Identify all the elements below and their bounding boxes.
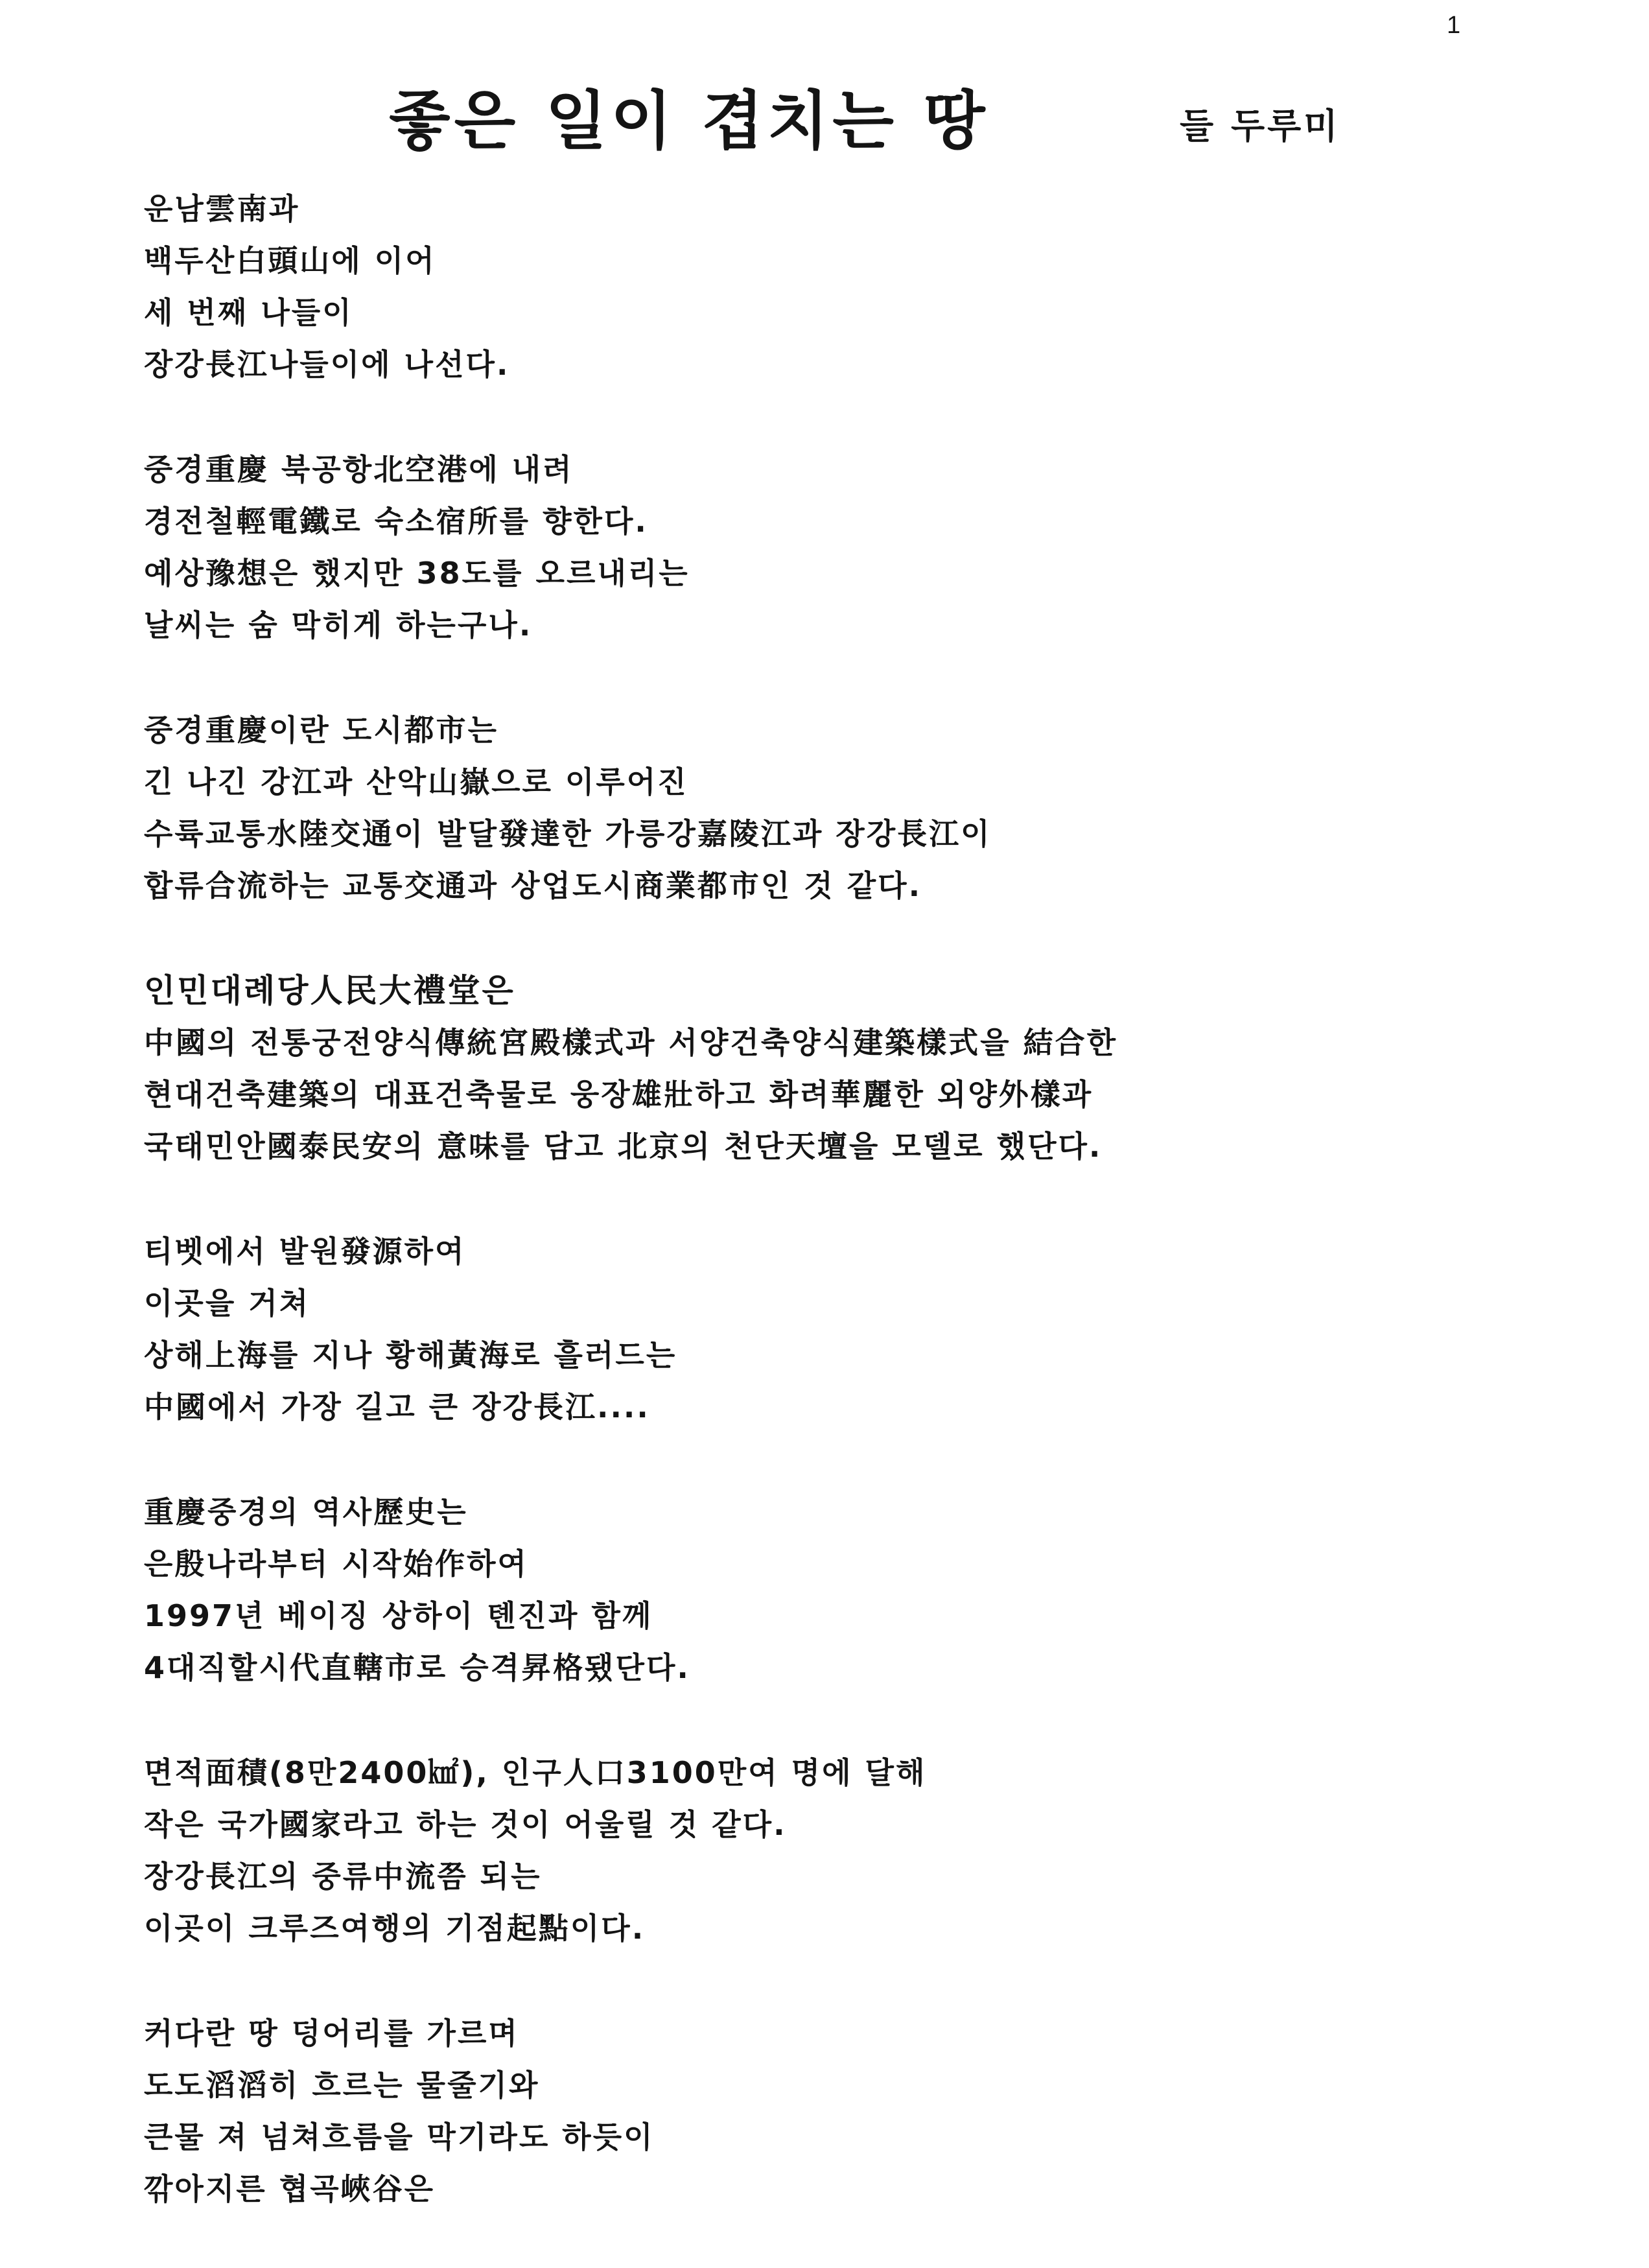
poem-line: 티벳에서 발원發源하여 — [144, 1234, 466, 1269]
poem-line: 4대직할시代直轄市로 승격昇格됐단다. — [144, 1650, 690, 1685]
stanza-4 — [144, 965, 1609, 1172]
page-number: 1 — [1447, 12, 1461, 39]
poem-line: 장강長江의 중류中流쯤 되는 — [144, 1859, 542, 1894]
poem-line: 중경重慶 북공항北空港에 내려 — [144, 452, 574, 487]
poem-line: 커다란 땅 덩어리를 가르며 — [144, 2016, 519, 2051]
poem-line: 국태민안國泰民安의 意味를 담고 北京의 천단天壇을 모델로 했단다. — [144, 1129, 1103, 1164]
poem-line: 날씨는 숨 막히게 하는구나. — [144, 608, 533, 643]
poem-line: 은殷나라부터 시작始作하여 — [144, 1546, 528, 1581]
poem-line: 현대건축建築의 대표건축물로 웅장雄壯하고 화려華麗한 외양外樣과 — [144, 1077, 1093, 1112]
stanza-8 — [144, 2007, 1609, 2215]
poem-line: 운남雲南과 — [144, 191, 300, 226]
stanza-1 — [144, 183, 1609, 390]
poem-line: 中國의 전통궁전양식傳統宮殿樣式과 서양건축양식建築樣式을 結合한 — [144, 1025, 1118, 1060]
poem-line: 백두산白頭山에 이어 — [144, 243, 436, 278]
poem-line: 인민대례당人民大禮堂은 — [144, 972, 515, 1010]
stanza-5 — [144, 1225, 1609, 1433]
poem-line: 상해上海를 지나 황해黃海로 흘러드는 — [144, 1338, 677, 1373]
poem-author: 들 두루미 — [1180, 106, 1340, 147]
stanza-3 — [144, 704, 1609, 912]
stanza-7 — [144, 1747, 1609, 1954]
poem-line: 이곳이 크루즈여행의 기점起點이다. — [144, 1911, 646, 1946]
poem-line: 수륙교통水陸交通이 발달發達한 가릉강嘉陵江과 장강長江이 — [144, 816, 992, 851]
poem-body — [144, 183, 1609, 2268]
poem-line: 세 번째 나들이 — [144, 295, 353, 330]
poem-line: 예상豫想은 했지만 38도를 오르내리는 — [144, 556, 690, 591]
poem-line: 重慶중경의 역사歷史는 — [144, 1494, 468, 1530]
poem-line: 1997년 베이징 상하이 톈진과 함께 — [144, 1598, 653, 1633]
poem-line: 긴 나긴 강江과 산악山嶽으로 이루어진 — [144, 764, 688, 799]
poem-line: 도도滔滔히 흐르는 물줄기와 — [144, 2068, 540, 2103]
stanza-2 — [144, 443, 1609, 651]
poem-line: 작은 국가國家라고 하는 것이 어울릴 것 같다. — [144, 1807, 787, 1842]
poem-title: 좋은 일이 겹치는 땅 — [389, 84, 989, 158]
poem-line: 합류合流하는 교통交通과 상업도시商業都市인 것 같다. — [144, 868, 922, 903]
poem-line: 큰물 져 넘쳐흐름을 막기라도 하듯이 — [144, 2120, 655, 2155]
poem-line: 이곳을 거쳐 — [144, 1286, 310, 1321]
poem-line: 장강長江나들이에 나선다. — [144, 347, 510, 382]
poem-line: 중경重慶이란 도시都市는 — [144, 713, 499, 748]
poem-line: 면적面積(8만2400㎢), 인구人口3100만여 명에 달해 — [144, 1755, 927, 1790]
stanza-6 — [144, 1486, 1609, 1694]
poem-line: 경전철輕電鐵로 숙소宿所를 향한다. — [144, 504, 648, 539]
poem-line: 中國에서 가장 길고 큰 장강長江.... — [144, 1389, 650, 1424]
poem-line: 깎아지른 협곡峽谷은 — [144, 2171, 436, 2206]
